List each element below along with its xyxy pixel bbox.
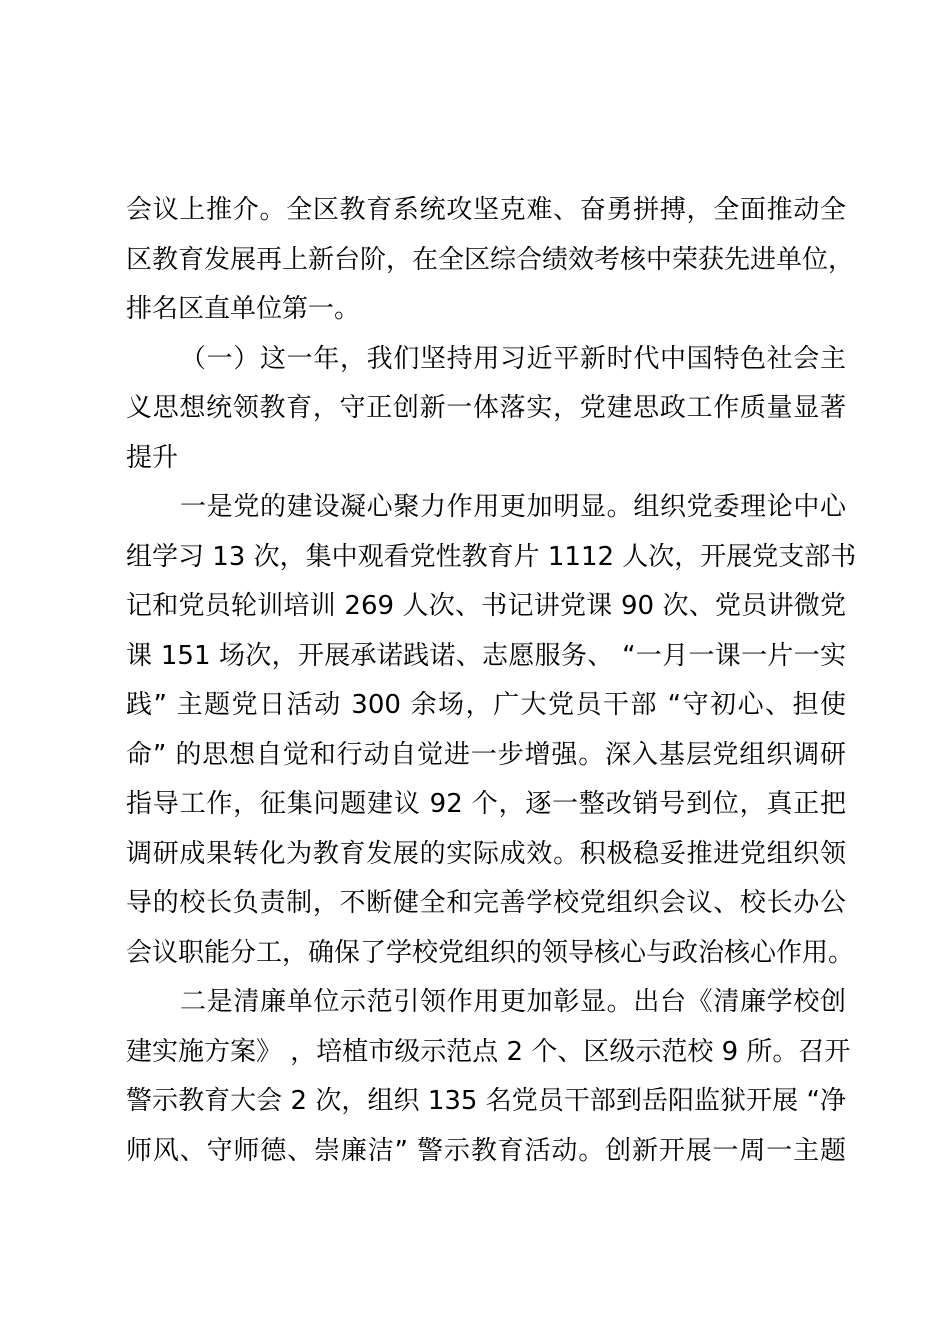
text-line: 践” 主题党日活动 300 余场，广大党员干部 “守初心、担使: [126, 690, 846, 720]
text-line: 排名区直单位第一。: [126, 294, 361, 324]
text-line: 命” 的思想自觉和行动自觉进一步增强。深入基层党组织调研: [126, 739, 846, 770]
text-line: 调研成果转化为教育发展的实际成效。积极稳妥推进党组织领: [126, 838, 846, 869]
text-line: 提升: [126, 442, 179, 473]
document-body: [126, 186, 857, 1176]
paragraph-party-building: [126, 483, 857, 978]
section-heading-1: [126, 335, 846, 484]
text-line: 导的校长负责制，不断健全和完善学校党组织会议、校长办公: [126, 888, 846, 918]
text-line: 二是清廉单位示范引领作用更加彰显。出台《清廉学校创: [180, 987, 846, 1017]
text-line: 会议上推介。全区教育系统攻坚克难、奋勇拼搏，全面推动全: [126, 195, 846, 225]
text-line: 建实施方案》 ，培植市级示范点 2 个、区级示范校 9 所。召开: [126, 1036, 851, 1067]
text-line: 指导工作，征集问题建议 92 个，逐一整改销号到位，真正把: [126, 789, 846, 819]
text-line: 警示教育大会 2 次，组织 135 名党员干部到岳阳监狱开展 “净: [126, 1086, 846, 1116]
text-line: 记和党员轮训培训 269 人次、书记讲党课 90 次、党员讲微党: [126, 591, 846, 621]
paragraph-clean-school: [126, 978, 851, 1176]
text-line: 义思想统领教育，守正创新一体落实，党建思政工作质量显著: [126, 393, 846, 423]
text-line: 一是党的建设凝心聚力作用更加明显。组织党委理论中心: [180, 492, 846, 522]
text-line: 组学习 13 次，集中观看党性教育片 1112 人次，开展党支部书: [126, 541, 857, 572]
text-line: （一）这一年，我们坚持用习近平新时代中国特色社会主: [180, 343, 846, 374]
text-line: 课 151 场次，开展承诺践诺、志愿服务、 “一月一课一片一实: [126, 640, 846, 671]
text-line: 师风、守师德、崇廉洁” 警示教育活动。创新开展一周一主题: [126, 1135, 846, 1166]
text-line: 区教育发展再上新台阶，在全区综合绩效考核中荣获先进单位，: [126, 244, 855, 275]
text-line: 会议职能分工，确保了学校党组织的领导核心与政治核心作用。: [126, 937, 855, 968]
paragraph-summary: [126, 186, 855, 335]
